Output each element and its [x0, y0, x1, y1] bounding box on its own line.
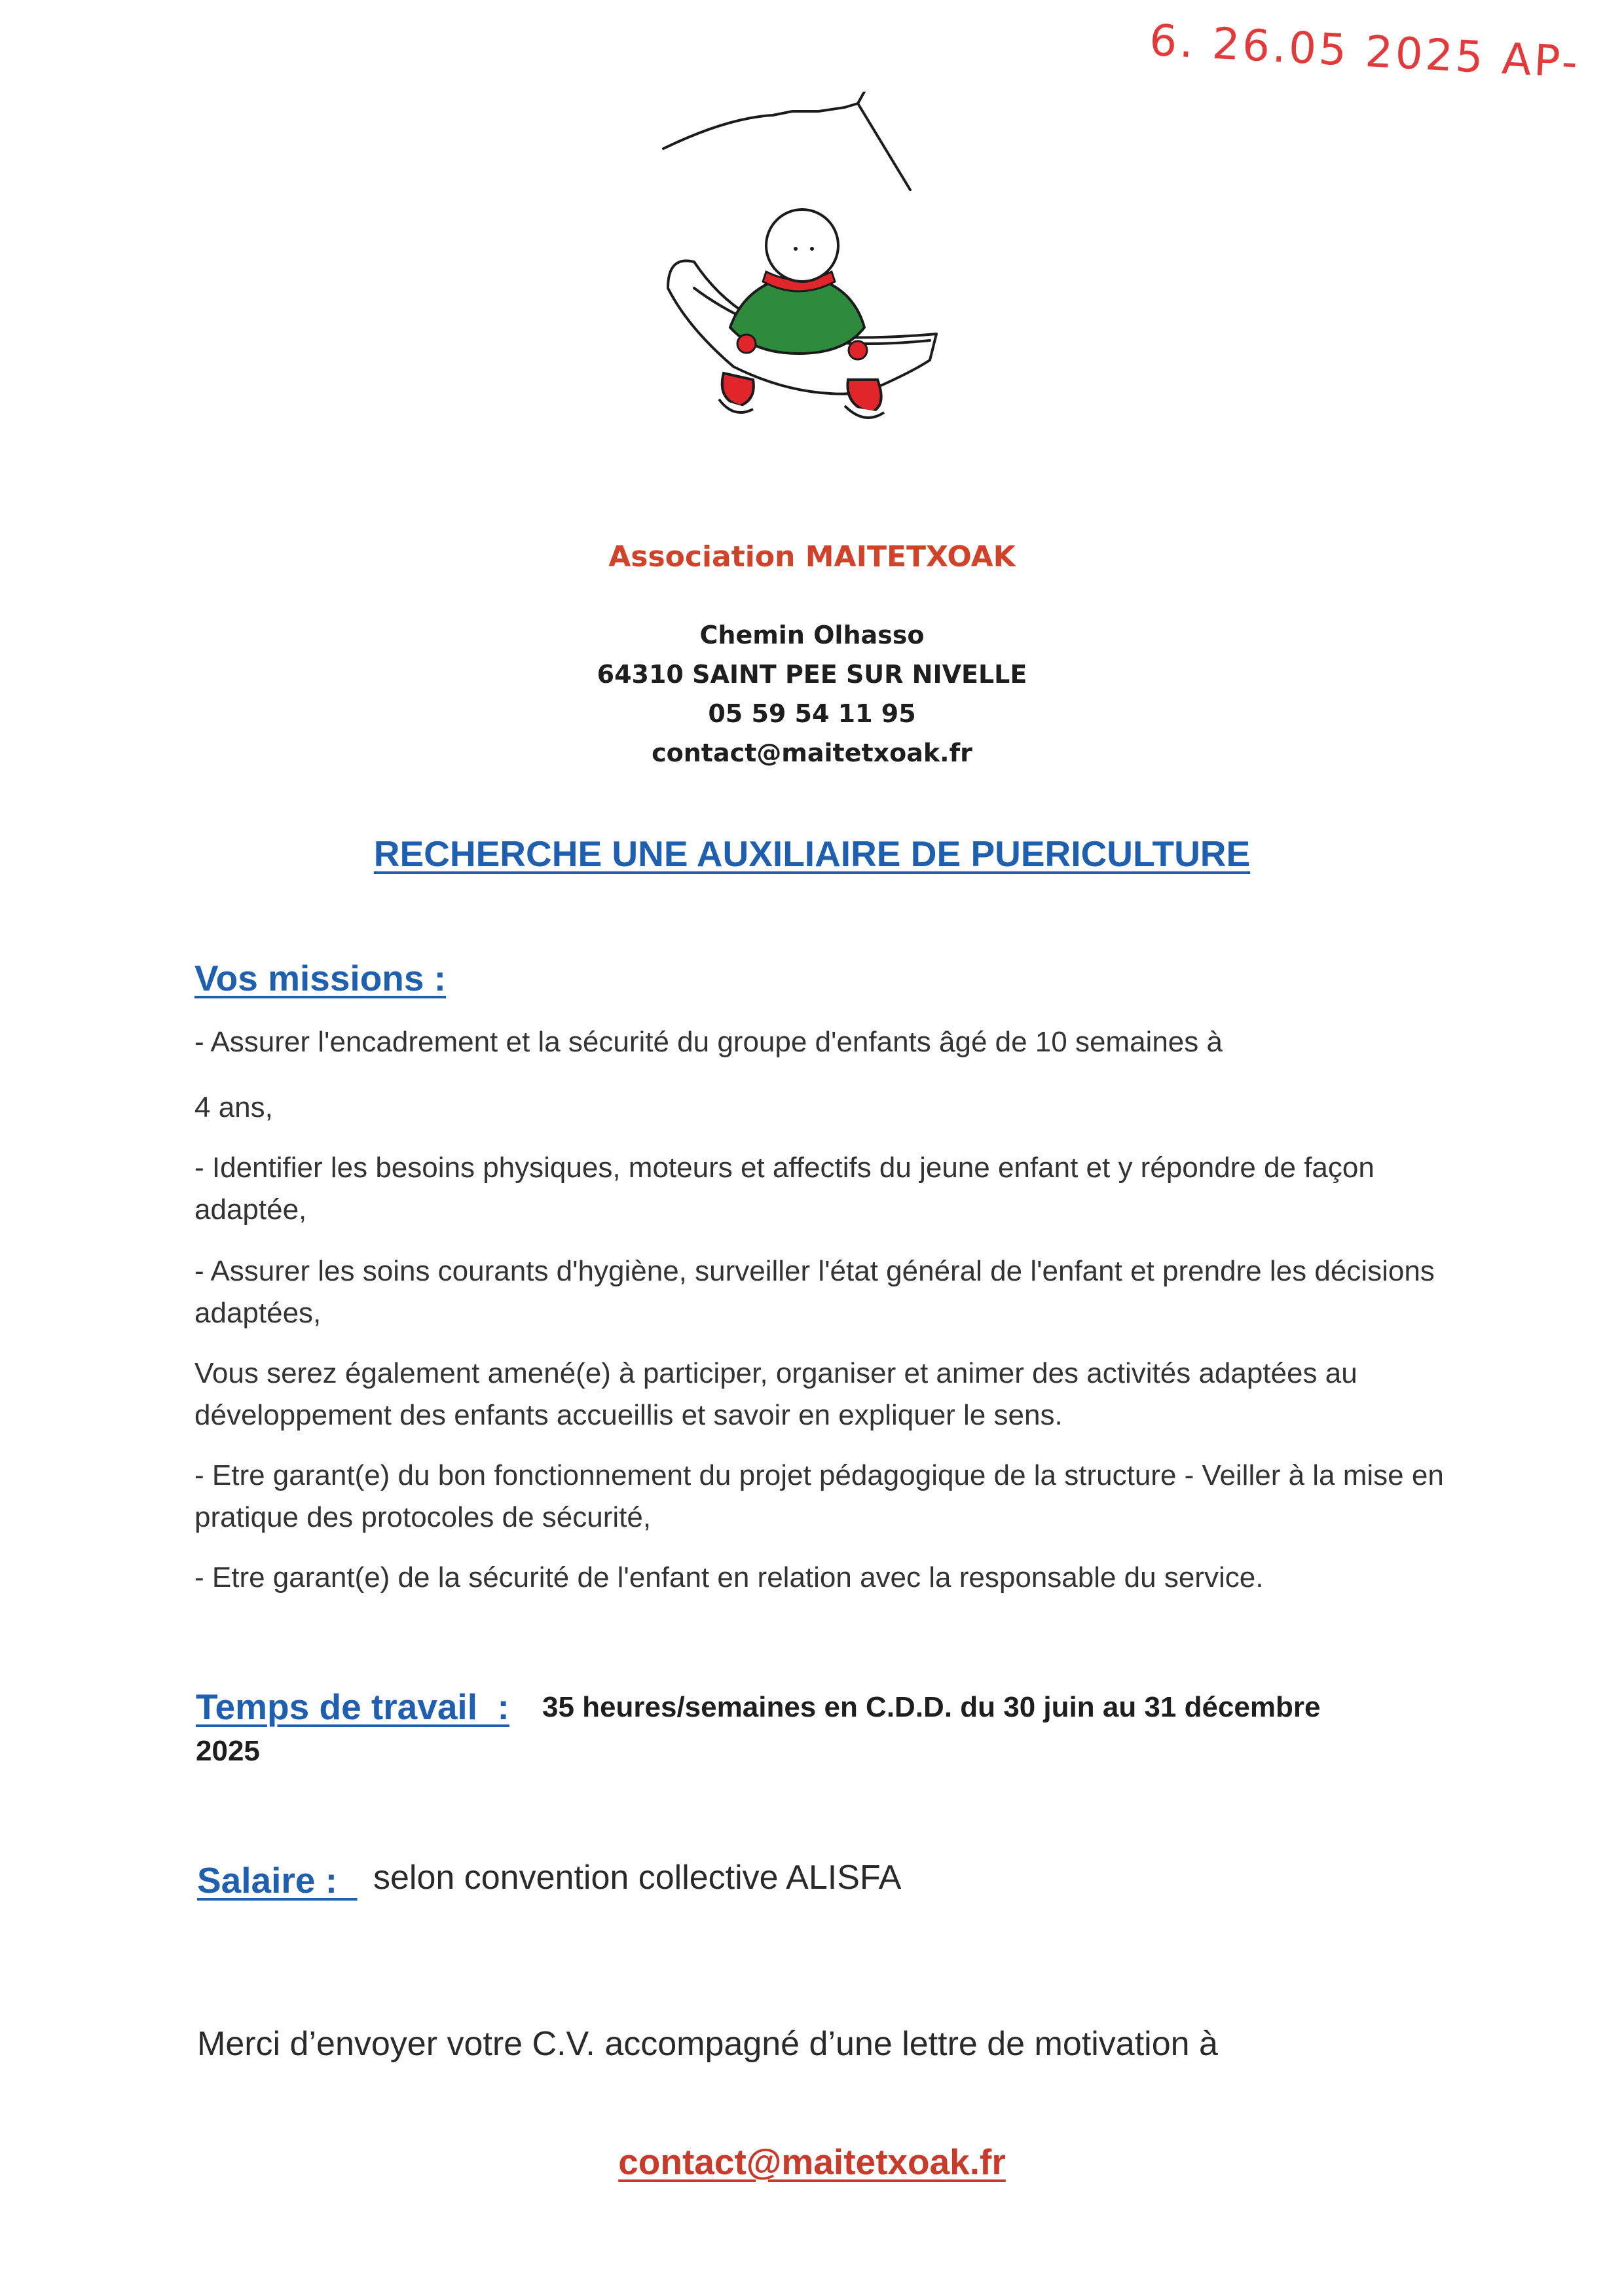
contact-email: contact@maitetxoak.fr: [652, 738, 972, 767]
mission-item: - Identifier les besoins physiques, moteurs et affectifs du jeune enfant et y répondre de façon adaptée,: [194, 1152, 1375, 1226]
organization-name: Association MAITETXOAK: [608, 540, 1016, 574]
mission-item: Vous serez également amené(e) à participer, organiser et animer des activités adaptées au développement des enfants accueillis et savoir en expliquer le sens.: [194, 1357, 1357, 1431]
closing-email-link[interactable]: contact@maitetxoak.fr: [618, 2141, 1006, 2182]
job-offer-title-block: [0, 833, 1624, 875]
mission-item: - Etre garant(e) du bon fonctionnement du projet pédagogique de la structure - Veiller à la mise en pratique des protocoles de sécurité,: [194, 1459, 1444, 1533]
child-swing-logo: [648, 92, 963, 458]
address-city: 64310 SAINT PEE SUR NIVELLE: [597, 660, 1027, 689]
handwritten-date-annotation: 6. 26.05 2025 AP-: [1148, 14, 1581, 88]
work-time-label: Temps de travail :: [196, 1686, 509, 1727]
mission-item: - Etre garant(e) de la sécurité de l'enfant en relation avec la responsable du service.: [194, 1561, 1264, 1594]
closing-instruction: Merci d’envoyer votre C.V. accompagné d’une lettre de motivation à: [197, 2025, 1218, 2063]
address-street: Chemin Olhasso: [699, 621, 925, 649]
mission-item: - Assurer les soins courants d'hygiène, surveiller l'état général de l'enfant et prendre les décisions adaptées,: [194, 1255, 1435, 1329]
salary-label: Salaire :: [197, 1860, 358, 1901]
closing-email-block: [0, 2141, 1624, 2183]
mission-item: 4 ans,: [194, 1091, 273, 1123]
phone-number: 05 59 54 11 95: [708, 699, 916, 728]
work-time-value: 35 heures/semaines en C.D.D. du 30 juin au 31 décembre: [542, 1691, 1321, 1723]
job-offer-title: RECHERCHE UNE AUXILIAIRE DE PUERICULTURE: [373, 833, 1251, 874]
work-time-year: 2025: [196, 1735, 260, 1767]
mission-item: - Assurer l'encadrement et la sécurité du groupe d'enfants âgé de 10 semaines à: [194, 1026, 1223, 1058]
salary-value: selon convention collective ALISFA: [373, 1859, 902, 1897]
missions-heading: Vos missions :: [194, 958, 447, 998]
